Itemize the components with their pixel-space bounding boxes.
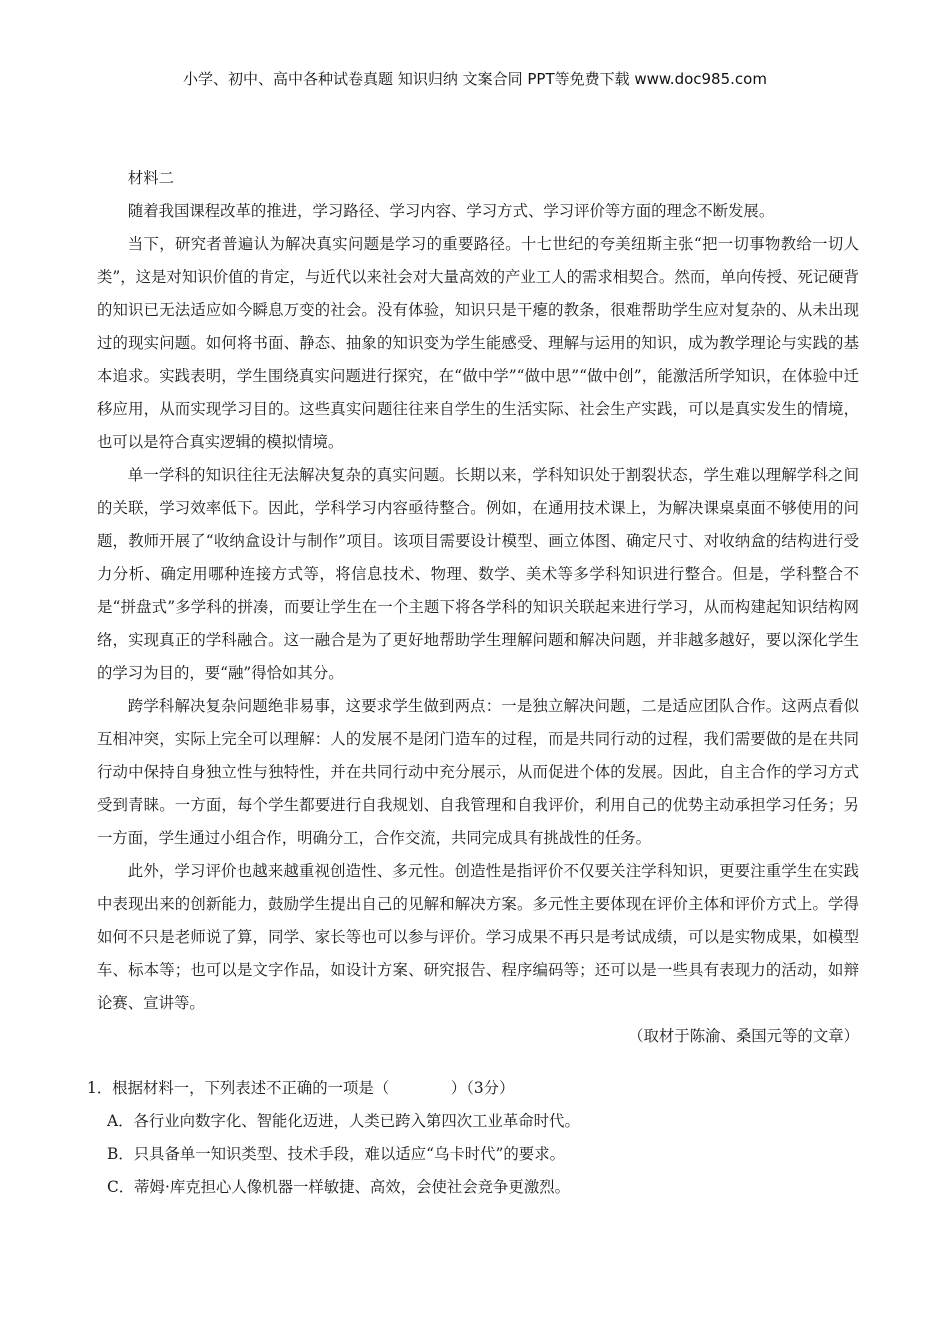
paragraph-3: 单一学科的知识往往无法解决复杂的真实问题。长期以来，学科知识处于割裂状态，学生难以理解学科之间的关联，学习效率低下。因此，学科学习内容亟待整合。例如，在通用技术课上，为解决课桌桌面不够使用的问题，教师开展了“收纳盒设计与制作”项目。该项目需要设计模型、画立体图、确定尺寸、对收纳盒的结构进行受力分析、确定用哪种连接方式等，将信息技术、物理、数学、美术等多学科知识进行整合。但是，学科整合不是“拼盘式”多学科的拼凑，而要让学生在一个主题下将各学科的知识关联起来进行学习，从而构建起知识结构网络，实现真正的学科融合。这一融合是为了更好地帮助学生理解问题和解决问题，并非越多越好，要以深化学生的学习为目的，要“融”得恰如其分。 (97, 466, 859, 682)
source-citation: （取材于陈渝、桑国元等的文章） (628, 1027, 859, 1045)
paragraph-4: 跨学科解决复杂问题绝非易事，这要求学生做到两点：一是独立解决问题，二是适应团队合作。这两点看似互相冲突，实际上完全可以理解：人的发展不是闭门造车的过程，而是共同行动的过程，我们需要做的是在共同行动中保持自身独立性与独特性，并在共同行动中充分展示，从而促进个体的发展。因此，自主合作的学习方式受到青睐。一方面，每个学生都要进行自我规划、自我管理和自我评价，利用自己的优势主动承担学习任务；另一方面，学生通过小组合作，明确分工，合作交流，共同完成具有挑战性的任务。 (97, 697, 859, 847)
paragraph-2: 当下，研究者普遍认为解决真实问题是学习的重要路径。十七世纪的夸美纽斯主张“把一切事物教给一切人类”，这是对知识价值的肯定，与近代以来社会对大量高效的产业工人的需求相契合。然而，单向传授、死记硬背的知识已无法适应如今瞬息万变的社会。没有体验，知识只是干瘪的教条，很难帮助学生应对复杂的、从未出现过的现实问题。如何将书面、静态、抽象的知识变为学生能感受、理解与运用的知识，成为教学理论与实践的基本追求。实践表明，学生围绕真实问题进行探究，在“做中学”“做中思”“做中创”，能激活所学知识，在体验中迁移应用，从而实现学习目的。这些真实问题往往来自学生的生活实际、社会生产实践，可以是真实发生的情境，也可以是符合真实逻辑的模拟情境。 (97, 235, 860, 451)
material-title: 材料二 (127, 169, 174, 187)
question-1 (87, 1072, 867, 1204)
source-citation-wrap (97, 1020, 859, 1053)
reading-material (97, 162, 859, 1053)
paragraph-5: 此外，学习评价也越来越重视创造性、多元性。创造性是指评价不仅要关注学科知识，更要注重学生在实践中表现出来的创新能力，鼓励学生提出自己的见解和解决方案。多元性主要体现在评价主体和评价方式上。学得如何不只是老师说了算，同学、家长等也可以参与评价。学习成果不再只是考试成绩，可以是实物成果，如模型车、标本等；也可以是文字作品，如设计方案、研究报告、程序编码等；还可以是一些具有表现力的活动，如辩论赛、宣讲等。 (97, 862, 859, 1012)
option-b: B．只具备单一知识类型、技术手段，难以适应“乌卡时代”的要求。 (107, 1145, 565, 1163)
paragraph-1: 随着我国课程改革的推进，学习路径、学习内容、学习方式、学习评价等方面的理念不断发展。 (127, 202, 775, 220)
page-header: 小学、初中、高中各种试卷真题 知识归纳 文案合同 PPT等免费下载 www.doc985.com (183, 70, 767, 88)
option-a: A．各行业向数字化、智能化迈进，人类已跨入第四次工业革命时代。 (107, 1112, 580, 1130)
option-c: C．蒂姆·库克担心人像机器一样敏捷、高效，会使社会竞争更激烈。 (107, 1178, 570, 1196)
question-stem: 1．根据材料一，下列表述不正确的一项是（ ）（3分） (87, 1079, 515, 1097)
